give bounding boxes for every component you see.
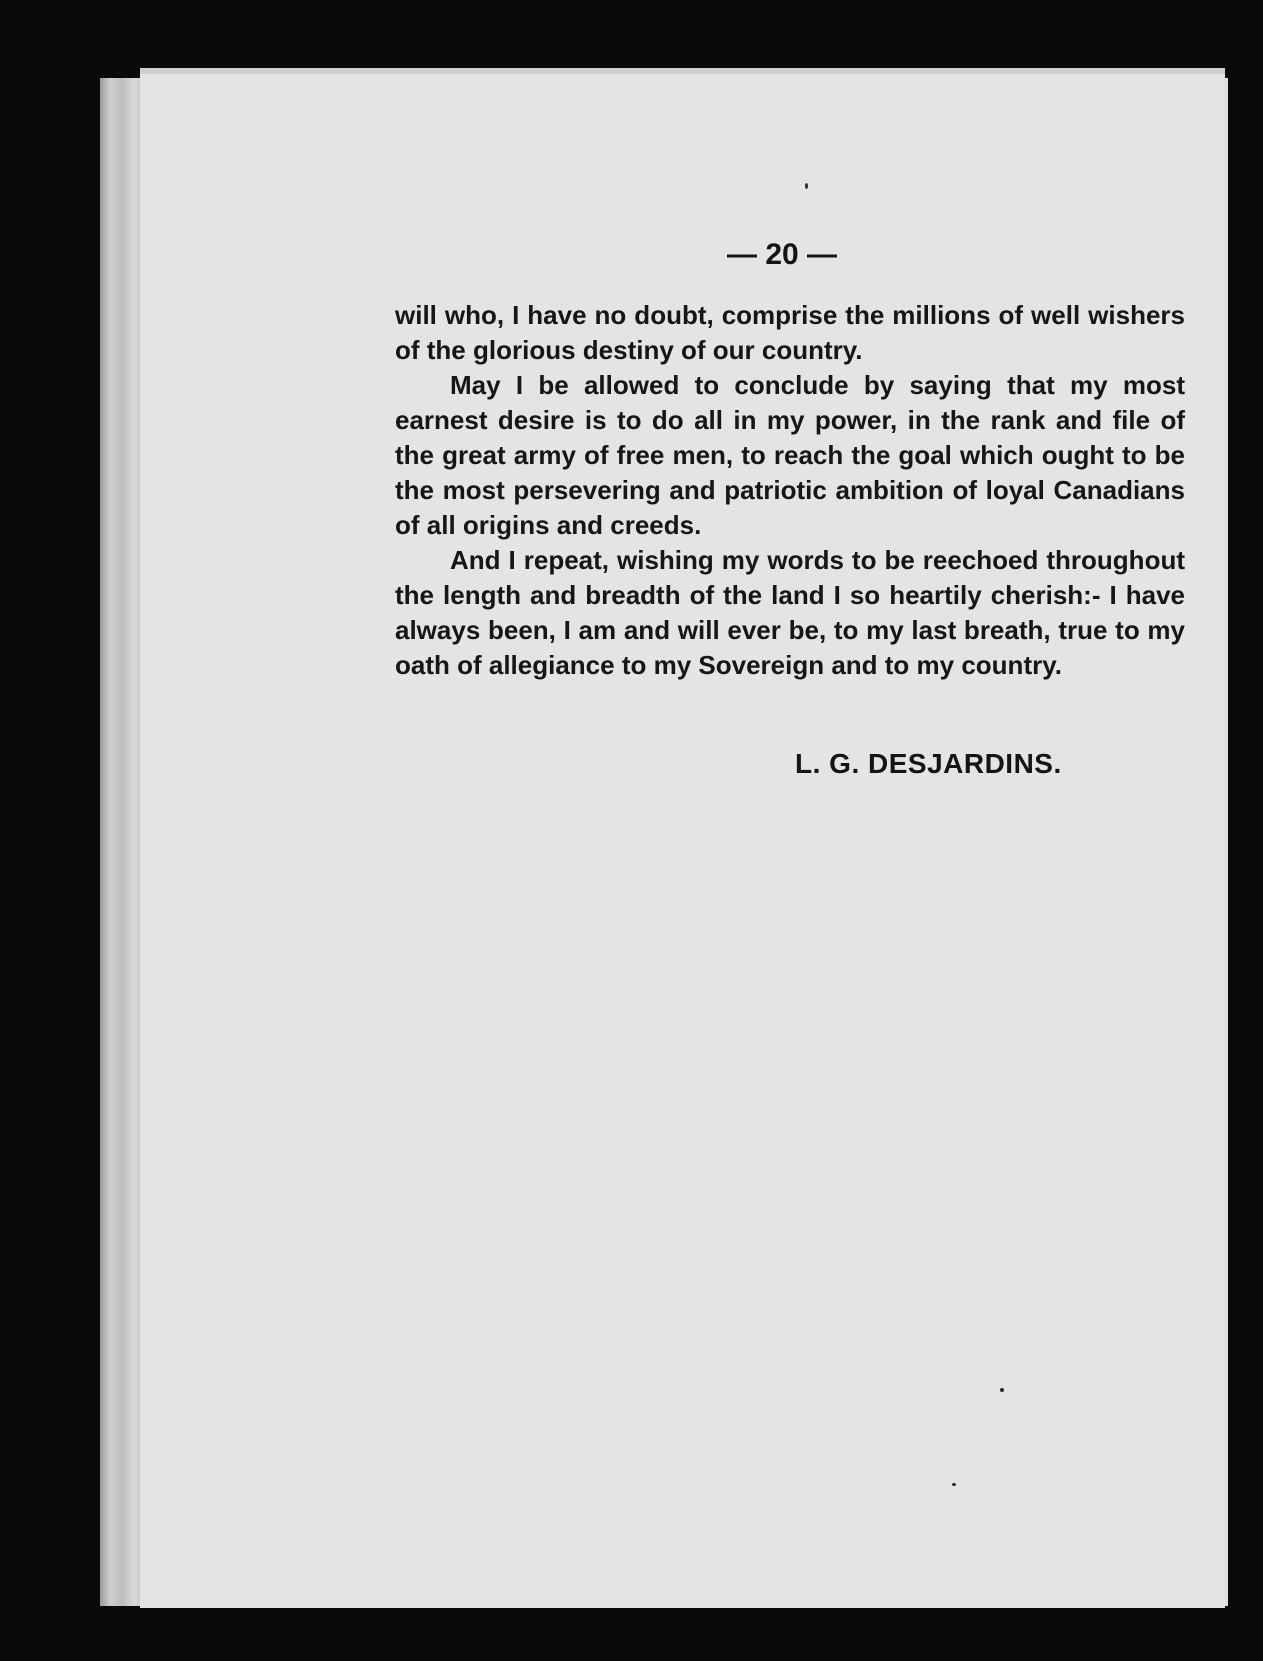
dust-speck	[952, 1483, 956, 1486]
page-number: — 20 —	[727, 238, 838, 271]
dust-speck	[805, 183, 808, 189]
paragraph-continuation: will who, I have no doubt, comprise the millions of well wishers of the glorious destiny of our country.	[395, 300, 1185, 365]
signature: L. G. DESJARDINS.	[795, 748, 1062, 779]
dust-speck	[1000, 1388, 1004, 1392]
body-text	[395, 298, 1185, 683]
paragraph: May I be allowed to conclude by saying that my most earnest desire is to do all in my power, in the rank and file of the great army of free men, to reach the goal which ought to be the most persevering and patriotic ambition of loyal Canadians of all origins and creeds.	[395, 370, 1185, 540]
paragraph: And I repeat, wishing my words to be reechoed throughout the length and breadth of the land I so heartily cherish:- I have always been, I am and will ever be, to my last breath, true to my oath of allegiance to my Sovereign and to my country.	[395, 545, 1185, 680]
